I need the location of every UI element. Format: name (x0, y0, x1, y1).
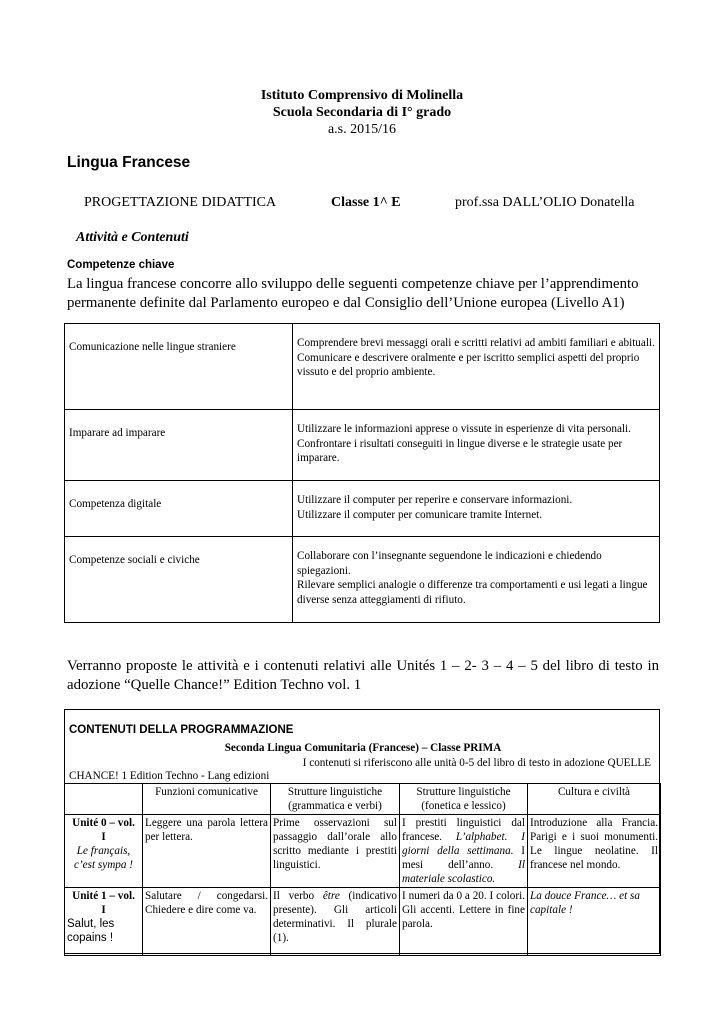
competence-name: Competenze sociali e civiche (65, 537, 293, 623)
column-header: Strutture linguistiche (grammatica e verbi) (271, 784, 400, 815)
unit-grammar: Il verbo être (indicativo presente). Gli articoli determinativi. Il plurale (1). (271, 888, 400, 956)
unit-grammar: Prime osservazioni sul passaggio dall’orale allo scritto mediante i prestiti linguistici. (271, 815, 400, 888)
column-header: Strutture linguistiche (fonetica e lessico) (400, 784, 528, 815)
competence-description: Comprendere brevi messaggi orali e scritti relativi ad ambiti familiari e abituali. Comunicare e descrivere oralmente e per iscritto semplici aspetti del proprio vissuto e del proprio ambiente. (293, 324, 660, 410)
table-row (65, 537, 660, 623)
column-header: Funzioni comunicative (143, 784, 271, 815)
units-paragraph-line1: Verranno proposte le attività e i contenuti relativi alle Unités 1 – 2- 3 – 4 – 5 del libro di testo in (67, 658, 659, 674)
competence-description: Utilizzare le informazioni apprese o vissute in esperienze di vita personali. Confrontare i risultati conseguiti in lingue diverse e le strategie usate per imparare. (293, 410, 660, 481)
programme-label: PROGETTAZIONE DIDATTICA (84, 195, 277, 210)
programme-box-title: CONTENUTI DELLA PROGRAMMAZIONE (69, 724, 294, 736)
competence-name: Competenza digitale (65, 481, 293, 537)
unit-lexicon: I prestiti linguistici dal francese. L’alphabet. I giorni della settimana. I mesi dell’anno. Il materiale scolastico. (400, 815, 528, 888)
subject-title: Lingua Francese (67, 154, 191, 171)
unit-functions: Leggere una parola lettera per lettera. (143, 815, 271, 888)
table-row (65, 481, 660, 537)
table-row (65, 888, 661, 956)
school-year: a.s. 2015/16 (327, 122, 397, 137)
unit-culture: Introduzione alla Francia. Parigi e i suoi monumenti. Le lingue neolatine. Il francese nel mondo. (528, 815, 661, 888)
table-header-row (65, 784, 661, 815)
unit-functions: Salutare / congedarsi. Chiedere e dire come va. (143, 888, 271, 956)
competence-name: Comunicazione nelle lingue straniere (65, 324, 293, 410)
competence-description: Collaborare con l’insegnante seguendone le indicazioni e chiedendo spiegazioni. Rilevare semplici analogie o differenze tra comportamenti e usi legati a lingue diverse senza atteggiamenti di rifiuto. (293, 537, 660, 623)
unit-label: Unité 0 – vol. I Le français, c’est sympa ! (65, 815, 143, 888)
column-header (65, 784, 143, 815)
school-level: Scuola Secondaria di I° grado (272, 105, 452, 120)
units-paragraph-line2: adozione “Quelle Chance!” Edition Techno vol. 1 (67, 677, 362, 693)
programme-box-note: I contenuti si riferiscono alle unità 0-5 del libro di testo in adozione QUELLE (302, 757, 651, 769)
competences-intro-line1: La lingua francese concorre allo sviluppo delle seguenti competenze chiave per l’apprendimento (67, 276, 639, 292)
table-row (65, 815, 661, 888)
table-row (65, 410, 660, 481)
section-title: Attività e Contenuti (76, 230, 189, 245)
competences-heading: Competenze chiave (67, 259, 175, 271)
column-header: Cultura e civiltà (528, 784, 661, 815)
competences-intro-line2: permanente definite dal Parlamento europeo e dal Consiglio dell’Unione europea (Livello A1) (67, 295, 625, 311)
competence-name: Imparare ad imparare (65, 410, 293, 481)
programme-box-subtitle: Seconda Lingua Comunitaria (Francese) – Classe PRIMA (224, 742, 502, 754)
units-table (64, 783, 661, 956)
competence-description: Utilizzare il computer per reperire e conservare informazioni. Utilizzare il computer per comunicare tramite Internet. (293, 481, 660, 537)
unit-culture: La douce France… et sa capitale ! (528, 888, 661, 956)
programme-box-note-continued: CHANCE! 1 Edition Techno - Lang edizioni (69, 770, 270, 782)
unit-label: Unité 1 – vol. I Salut, les copains ! (65, 888, 143, 956)
teacher-name: prof.ssa DALL’OLIO Donatella (455, 195, 635, 210)
competences-table (64, 323, 660, 623)
class-label: Classe 1^ E (331, 195, 401, 210)
table-row (65, 324, 660, 410)
school-name: Istituto Comprensivo di Molinella (260, 88, 464, 103)
unit-lexicon: I numeri da 0 a 20. I colori. Gli accenti. Lettere in fine parola. (400, 888, 528, 956)
